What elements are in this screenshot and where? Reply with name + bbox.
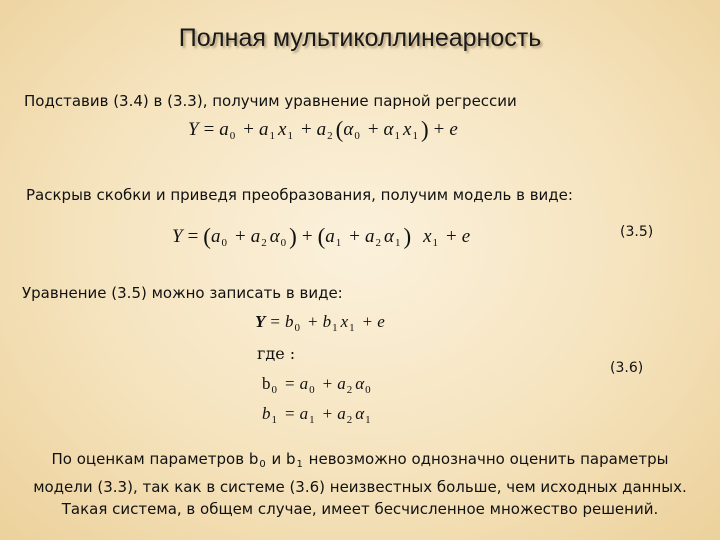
eq1-a1: a	[259, 119, 269, 140]
sys-l2-alpha-sub: 0	[365, 384, 371, 396]
eq2-plus2: +	[301, 226, 313, 247]
system-where: где :	[257, 344, 296, 363]
eq2-a2-sub: 2	[261, 237, 267, 249]
sys-l3-a1: a	[299, 404, 309, 423]
eq1-alpha0-sub: 0	[354, 130, 360, 142]
form-text: Уравнение (3.5) можно записать в виде:	[22, 284, 343, 302]
eq2-a2b: a	[364, 226, 375, 247]
eq1-plus3: +	[367, 119, 379, 140]
eq2-a2b-sub: 2	[375, 237, 381, 249]
sys-l3-b1-sub: 1	[271, 414, 277, 426]
sys-l3-alpha-sub: 1	[365, 414, 371, 426]
eq1-Y: Y	[188, 119, 199, 140]
footer-part1: По оценкам параметров b	[51, 450, 259, 468]
system-line-1	[255, 312, 385, 334]
sys-l3-plus: +	[322, 404, 333, 423]
eq2-plus3: +	[349, 226, 360, 247]
sys-l2-plus: +	[322, 374, 333, 393]
sys-l2-a0-sub: 0	[309, 384, 315, 396]
eq2-rparen2: )	[403, 224, 412, 249]
eq2-plus4: +	[446, 226, 457, 247]
eq1-x1b: x	[403, 119, 412, 140]
equation-regression	[188, 117, 458, 143]
eq-number-3-5: (3.5)	[620, 224, 654, 240]
sys-b0-sub: 0	[294, 322, 300, 334]
sys-x1-sub: 1	[349, 322, 355, 334]
slide-title: Полная мультиколлинеарность	[178, 24, 542, 52]
sys-l3-a2: a	[337, 404, 346, 423]
eq2-plus1: +	[234, 226, 246, 247]
system-line-3	[262, 404, 374, 426]
eq2-alpha0-sub: 0	[280, 237, 287, 249]
sys-l2-b0-sub: 0	[271, 384, 277, 396]
eq1-a2-sub: 2	[327, 130, 333, 142]
sys-x1: x	[340, 312, 349, 331]
eq1-alpha1: α	[383, 119, 394, 140]
sys-l2-a0: a	[299, 374, 309, 393]
sys-l3-a2-sub: 2	[346, 414, 353, 426]
intro-text: Подставив (3.4) в (3.3), получим уравнение парной регрессии	[24, 92, 517, 110]
footer-part3: невозможно однозначно оценить параметры модели (3.3), так как в системе (3.6) неизвестных больше, чем исходных данных. Такая система, в общем случае, имеет бесчисленное множество решений.	[33, 450, 687, 518]
sys-l3-b1: b	[262, 404, 271, 423]
eq2-a0-sub: 0	[221, 237, 227, 249]
eq1-alpha1-sub: 1	[394, 130, 401, 142]
equation-model	[172, 224, 470, 250]
eq2-alpha1-sub: 1	[394, 237, 401, 249]
sys-l2-b0: b	[262, 374, 271, 393]
system-line-2	[262, 374, 374, 396]
eq2-a1-sub: 1	[335, 237, 342, 249]
sys-Y: Y	[255, 312, 266, 331]
sys-plus2: +	[362, 312, 373, 331]
sys-l3-alpha: α	[355, 404, 365, 423]
eq2-lparen1: (	[203, 224, 211, 249]
eq1-a2: a	[316, 119, 327, 140]
eq2-x1-sub: 1	[432, 237, 439, 249]
eq1-plus1: +	[243, 119, 255, 140]
sys-b1: b	[322, 312, 332, 331]
sys-l3-eq: =	[285, 404, 295, 423]
eq1-e: e	[449, 119, 458, 140]
eq-number-3-6: (3.6)	[610, 360, 644, 376]
sys-b0: b	[284, 312, 294, 331]
eq2-a2: a	[250, 226, 261, 247]
eq1-a1-sub: 1	[269, 130, 276, 142]
sys-l2-eq: =	[285, 374, 295, 393]
eq1-plus4: +	[433, 119, 445, 140]
sys-l2-a2-sub: 2	[346, 384, 353, 396]
conclusion-paragraph	[20, 448, 700, 520]
eq1-rparen: )	[420, 117, 429, 142]
eq1-plus2: +	[300, 119, 312, 140]
eq1-x1-sub: 1	[287, 130, 293, 142]
eq1-eq: =	[203, 119, 215, 140]
sys-l3-a1-sub: 1	[309, 414, 315, 426]
eq2-x1: x	[423, 226, 432, 247]
eq2-lparen2: (	[317, 224, 326, 249]
sys-plus1: +	[307, 312, 318, 331]
eq2-a1: a	[325, 226, 335, 247]
expand-text: Раскрыв скобки и приведя преобразования, получим модель в виде:	[26, 186, 573, 204]
eq1-lparen: (	[335, 117, 344, 142]
eq1-x1: x	[278, 119, 287, 140]
footer-part2: и b	[266, 450, 296, 468]
sys-l2-alpha: α	[355, 374, 365, 393]
eq2-alpha1: α	[383, 226, 394, 247]
sys-b1-sub: 1	[332, 322, 338, 334]
eq2-Y: Y	[172, 226, 183, 247]
sys-l2-a2: a	[337, 374, 346, 393]
footer-sub0: 0	[259, 459, 266, 470]
eq1-alpha0: α	[343, 119, 354, 140]
footer-sub1: 1	[296, 459, 303, 470]
eq2-eq: =	[187, 226, 199, 247]
sys-eq1: =	[270, 312, 280, 331]
eq2-alpha0: α	[269, 226, 280, 247]
eq2-e: e	[461, 226, 471, 247]
sys-e: e	[377, 312, 385, 331]
eq1-a0: a	[219, 119, 229, 140]
eq2-rparen1: )	[289, 224, 297, 249]
eq1-a0-sub: 0	[229, 130, 236, 142]
eq2-a0: a	[210, 226, 221, 247]
eq1-x1b-sub: 1	[412, 130, 418, 142]
